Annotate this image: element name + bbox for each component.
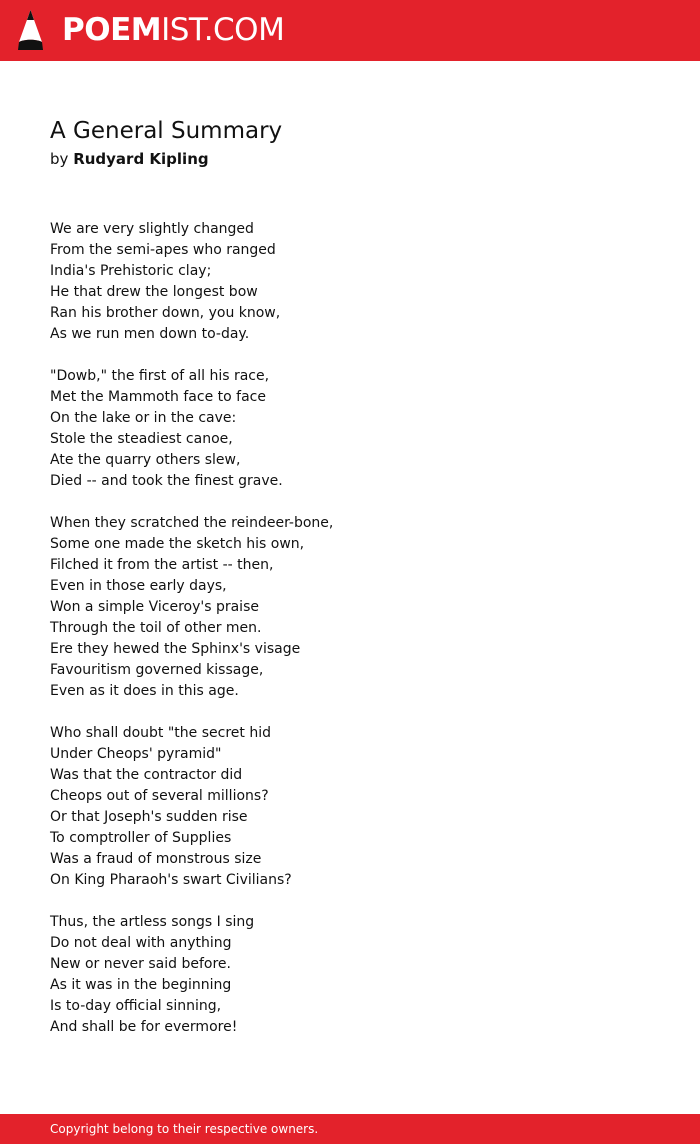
poem-line: As it was in the beginning [50,977,232,993]
poem-line: Died -- and took the finest grave. [50,473,283,489]
poem-line: Or that Joseph's sudden rise [50,809,248,825]
logo-bold-text: POEM [62,12,162,48]
poem-line: Under Cheops' pyramid" [50,746,222,762]
poem-stanza [50,513,650,702]
poem-line: Even as it does in this age. [50,683,239,699]
poem-line: Through the toil of other men. [50,620,262,636]
poem-line: Do not deal with anything [50,935,232,951]
poem-stanza [50,912,650,1038]
poem-line: Ere they hewed the Sphinx's visage [50,641,301,657]
poem-line: Ate the quarry others slew, [50,452,241,468]
poem-line: Favouritism governed kissage, [50,662,264,678]
poem-stanza [50,219,650,345]
poem-line: Met the Mammoth face to face [50,389,266,405]
poem-stanza [50,366,650,492]
poem-line: We are very slightly changed [50,221,254,237]
poem-line: Some one made the sketch his own, [50,536,305,552]
poem-line: To comptroller of Supplies [50,830,232,846]
poem-line: When they scratched the reindeer-bone, [50,515,334,531]
poem-title: A General Summary [50,118,283,144]
poem-line: He that drew the longest bow [50,284,258,300]
copyright-text: Copyright belong to their respective owners. [50,1122,319,1136]
poem-line: "Dowb," the first of all his race, [50,368,270,384]
poem-line: Even in those early days, [50,578,227,594]
poem-line: On King Pharaoh's swart Civilians? [50,872,292,888]
poem-line: Thus, the artless songs I sing [50,914,255,930]
site-header [0,0,700,61]
poem-line: Won a simple Viceroy's praise [50,599,259,615]
poem-stanza [50,723,650,891]
poem-line: And shall be for evermore! [50,1019,238,1035]
poem-line: As we run men down to-day. [50,326,250,342]
poem-byline [50,148,209,170]
poem-line: Cheops out of several millions? [50,788,269,804]
poem-line: Was that the contractor did [50,767,243,783]
poem-line: From the semi-apes who ranged [50,242,276,258]
poem-line: Filched it from the artist -- then, [50,557,274,573]
poem-line: New or never said before. [50,956,231,972]
poem-line: Who shall doubt "the secret hid [50,725,271,741]
poem-line: Was a fraud of monstrous size [50,851,262,867]
site-footer [0,1114,700,1144]
poem-line: Is to-day official sinning, [50,998,222,1014]
by-label: by [50,150,69,168]
poem-line: India's Prehistoric clay; [50,263,212,279]
site-logo[interactable] [62,12,284,48]
poem-line: On the lake or in the cave: [50,410,237,426]
logo-light-text: IST.COM [161,12,285,48]
poem-body [50,219,650,1059]
poem-author: Rudyard Kipling [73,150,209,168]
poem-line: Stole the steadiest canoe, [50,431,233,447]
poem-line: Ran his brother down, you know, [50,305,281,321]
pencil-tip-icon[interactable] [17,9,44,51]
